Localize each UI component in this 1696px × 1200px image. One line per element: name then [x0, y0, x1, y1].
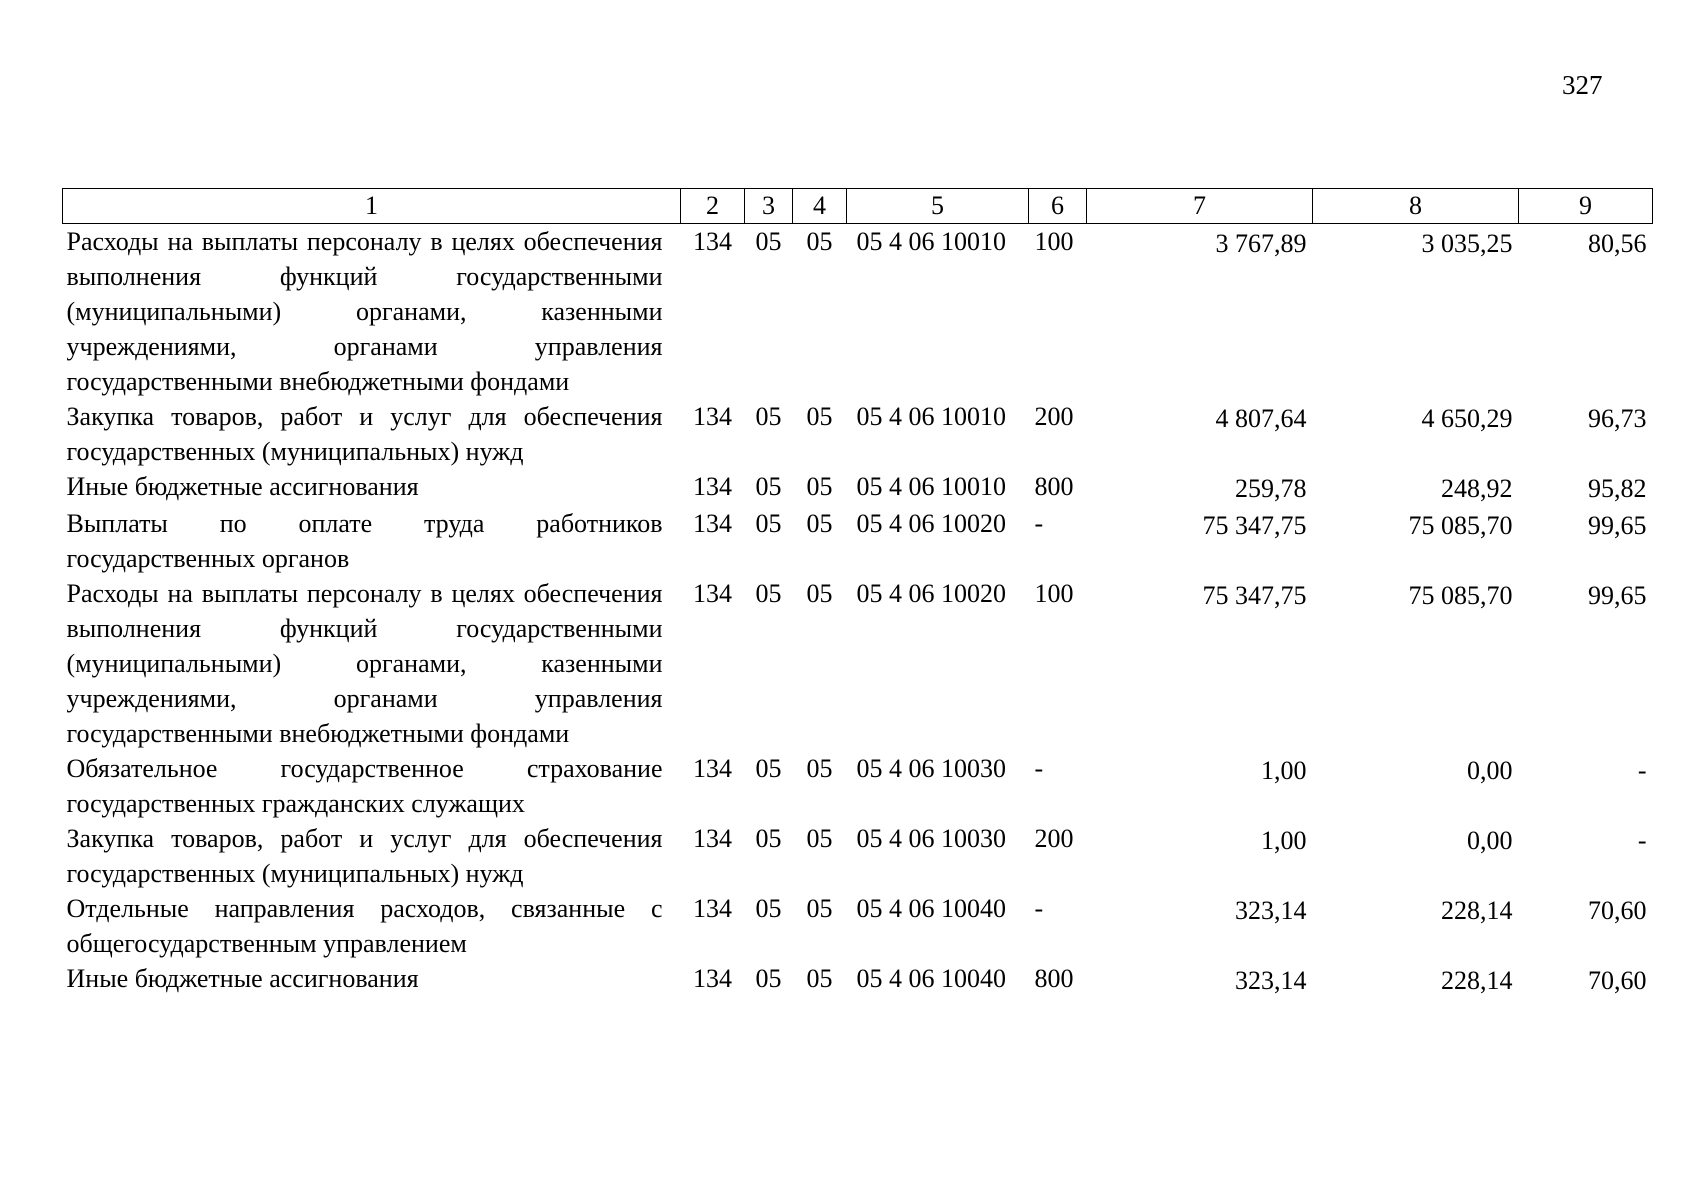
row-code-2: 134: [693, 754, 732, 783]
row-value-8: 3 035,25: [1421, 229, 1513, 258]
row-description: Обязательное государственное страхование государственных гражданских служащих: [66, 754, 663, 818]
row-value-7: 323,14: [1235, 896, 1307, 925]
row-code-3: 05: [755, 754, 782, 783]
row-description: Закупка товаров, работ и услуг для обеспечения государственных (муниципальных) нужд: [66, 824, 663, 888]
row-code-2: 134: [693, 227, 732, 256]
row-description: Отдельные направления расходов, связанные с общегосударственным управлением: [66, 894, 663, 958]
row-value-7: 323,14: [1235, 966, 1307, 995]
row-code-4: 05: [806, 894, 833, 923]
budget-table: [62, 188, 1653, 998]
column-header-4: 4: [793, 189, 847, 224]
row-description: Расходы на выплаты персоналу в целях обеспечения выполнения функций государственными (муниципальными) органами, казенными учреждениями, органами управления государственными внебюджетными фондами: [66, 579, 663, 748]
row-value-9: -: [1637, 826, 1647, 855]
row-code-6: 200: [1034, 824, 1074, 853]
row-code-4: 05: [806, 824, 833, 853]
row-code-4: 05: [806, 579, 833, 608]
row-value-7: 75 347,75: [1202, 511, 1307, 540]
row-code-5: 05 4 06 10010: [856, 402, 1006, 431]
row-value-8: 248,92: [1441, 474, 1513, 503]
row-value-9: 80,56: [1588, 229, 1647, 258]
row-value-7: 75 347,75: [1202, 581, 1307, 610]
row-code-3: 05: [755, 509, 782, 538]
row-code-4: 05: [806, 402, 833, 431]
row-value-8: 0,00: [1467, 756, 1513, 785]
header-row: [63, 189, 1653, 224]
row-code-6: 800: [1034, 472, 1074, 501]
row-code-2: 134: [693, 579, 732, 608]
column-header-1: 1: [63, 189, 681, 224]
row-description: Иные бюджетные ассигнования: [66, 472, 419, 501]
row-code-4: 05: [806, 964, 833, 993]
row-value-8: 0,00: [1467, 826, 1513, 855]
row-code-2: 134: [693, 509, 732, 538]
table-row: [63, 399, 1653, 469]
row-value-8: 75 085,70: [1408, 511, 1513, 540]
row-value-8: 75 085,70: [1408, 581, 1513, 610]
row-code-2: 134: [693, 964, 732, 993]
table-row: [63, 821, 1653, 891]
row-value-9: 70,60: [1588, 896, 1647, 925]
row-code-4: 05: [806, 754, 833, 783]
table-row: [63, 506, 1653, 576]
row-value-8: 228,14: [1441, 966, 1513, 995]
row-description: Закупка товаров, работ и услуг для обеспечения государственных (муниципальных) нужд: [66, 402, 663, 466]
table-row: [63, 751, 1653, 821]
row-value-7: 259,78: [1235, 474, 1307, 503]
table-body: [63, 224, 1653, 999]
column-header-2: 2: [681, 189, 745, 224]
column-header-6: 6: [1029, 189, 1087, 224]
row-value-7: 1,00: [1261, 826, 1307, 855]
row-code-3: 05: [755, 964, 782, 993]
row-value-9: -: [1637, 756, 1647, 785]
row-code-5: 05 4 06 10010: [856, 227, 1006, 256]
row-value-7: 4 807,64: [1215, 404, 1307, 433]
row-value-8: 4 650,29: [1421, 404, 1513, 433]
row-code-4: 05: [806, 509, 833, 538]
row-code-6: 100: [1034, 227, 1074, 256]
row-code-3: 05: [755, 579, 782, 608]
row-code-2: 134: [693, 824, 732, 853]
row-code-5: 05 4 06 10020: [856, 579, 1006, 608]
row-value-9: 95,82: [1588, 474, 1647, 503]
column-header-9: 9: [1519, 189, 1653, 224]
column-header-5: 5: [847, 189, 1029, 224]
column-header-3: 3: [745, 189, 793, 224]
row-value-9: 99,65: [1588, 581, 1647, 610]
row-code-3: 05: [755, 472, 782, 501]
row-code-5: 05 4 06 10010: [856, 472, 1006, 501]
table-header: [63, 189, 1653, 224]
row-code-6: -: [1034, 754, 1044, 783]
table-row: [63, 469, 1653, 506]
row-code-6: 200: [1034, 402, 1074, 431]
table-row: [63, 224, 1653, 400]
row-code-2: 134: [693, 402, 732, 431]
table-row: [63, 576, 1653, 751]
row-description: Расходы на выплаты персоналу в целях обеспечения выполнения функций государственными (муниципальными) органами, казенными учреждениями, органами управления государственными внебюджетными фондами: [66, 227, 663, 396]
row-code-3: 05: [755, 824, 782, 853]
row-code-4: 05: [806, 227, 833, 256]
row-value-9: 70,60: [1588, 966, 1647, 995]
row-code-5: 05 4 06 10020: [856, 509, 1006, 538]
row-value-7: 1,00: [1261, 756, 1307, 785]
row-description: Иные бюджетные ассигнования: [66, 964, 419, 993]
row-code-5: 05 4 06 10030: [856, 754, 1006, 783]
row-code-6: -: [1034, 509, 1044, 538]
column-header-8: 8: [1313, 189, 1519, 224]
table-row: [63, 891, 1653, 961]
column-header-7: 7: [1087, 189, 1313, 224]
row-code-3: 05: [755, 402, 782, 431]
row-description: Выплаты по оплате труда работников государственных органов: [66, 509, 663, 573]
row-code-2: 134: [693, 894, 732, 923]
row-code-4: 05: [806, 472, 833, 501]
table-row: [63, 961, 1653, 998]
row-value-9: 96,73: [1588, 404, 1647, 433]
row-value-7: 3 767,89: [1215, 229, 1307, 258]
page-number: 327: [1562, 70, 1603, 100]
row-code-6: 100: [1034, 579, 1074, 608]
row-code-6: -: [1034, 894, 1044, 923]
row-code-2: 134: [693, 472, 732, 501]
row-code-3: 05: [755, 227, 782, 256]
row-code-6: 800: [1034, 964, 1074, 993]
row-code-5: 05 4 06 10040: [856, 964, 1006, 993]
row-code-3: 05: [755, 894, 782, 923]
row-code-5: 05 4 06 10040: [856, 894, 1006, 923]
row-value-8: 228,14: [1441, 896, 1513, 925]
row-value-9: 99,65: [1588, 511, 1647, 540]
row-code-5: 05 4 06 10030: [856, 824, 1006, 853]
